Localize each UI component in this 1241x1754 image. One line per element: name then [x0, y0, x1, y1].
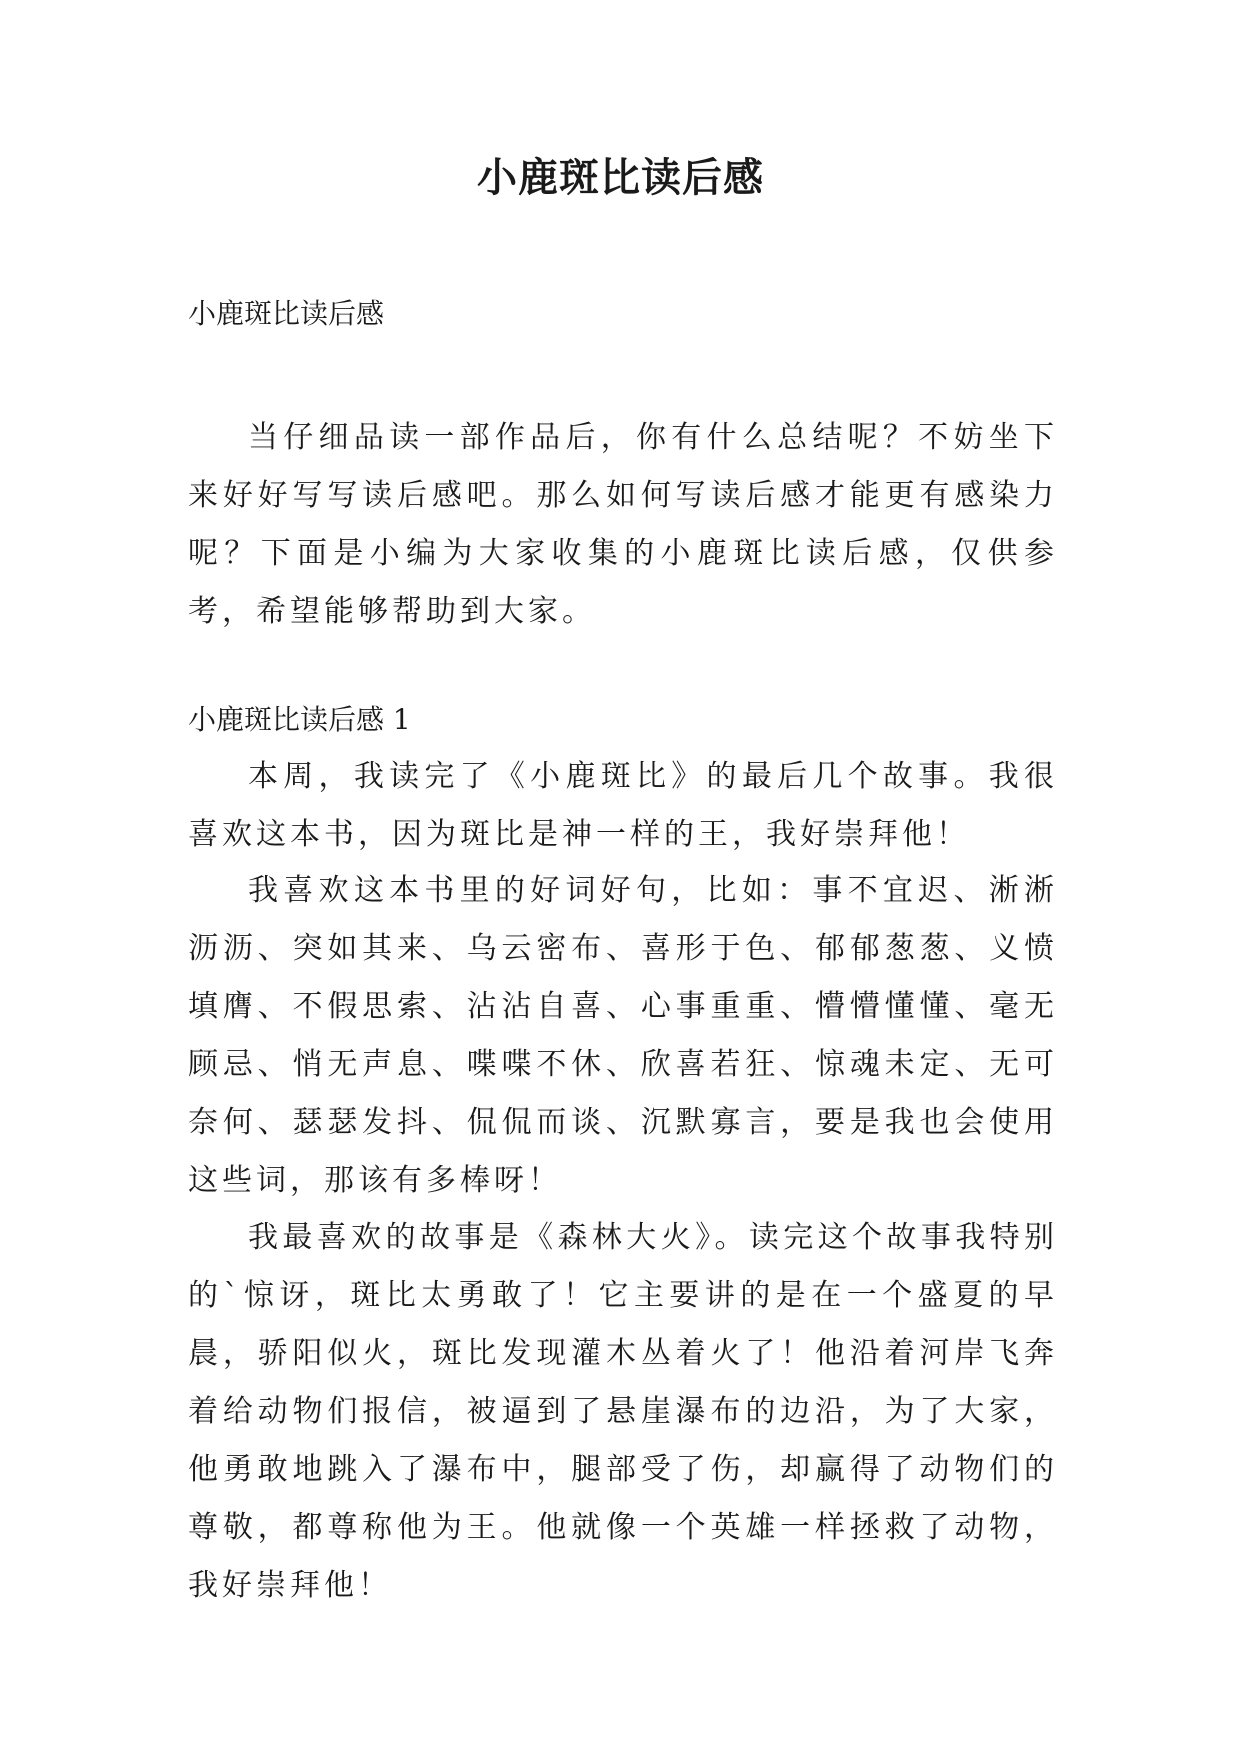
intro-paragraph: 当仔细品读一部作品后，你有什么总结呢？不妨坐下来好好写写读后感吧。那么如何写读后感才能更有感染力呢？下面是小编为大家收集的小鹿斑比读后感，仅供参考，希望能够帮助到大家。 — [188, 420, 1058, 629]
body-paragraph: 本周，我读完了《小鹿斑比》的最后几个故事。我很喜欢这本书，因为斑比是神一样的王，我好崇拜他！ — [188, 759, 1058, 852]
body-paragraph: 我喜欢这本书里的好词好句，比如：事不宜迟、淅淅沥沥、突如其来、乌云密布、喜形于色、郁郁葱葱、义愤填膺、不假思索、沾沾自喜、心事重重、懵懵懂懂、毫无顾忌、悄无声息、喋喋不休、欣喜若狂、惊魂未定、无可奈何、瑟瑟发抖、侃侃而谈、沉默寡言，要是我也会使用这些词，那该有多棒呀！ — [188, 873, 1058, 1198]
document-title: 小鹿斑比读后感 — [477, 155, 764, 201]
body-paragraph: 我最喜欢的故事是《森林大火》。读完这个故事我特别的`惊讶，斑比太勇敢了！它主要讲的是在一个盛夏的早晨，骄阳似火，斑比发现灌木丛着火了！他沿着河岸飞奔着给动物们报信，被逼到了悬崖瀑布的边沿，为了大家，他勇敢地跳入了瀑布中，腿部受了伤，却赢得了动物们的尊敬，都尊称他为王。他就像一个英雄一样拯救了动物，我好崇拜他！ — [188, 1220, 1058, 1603]
document-subtitle: 小鹿斑比读后感 — [188, 297, 385, 330]
section-heading: 小鹿斑比读后感 1 — [188, 703, 411, 736]
